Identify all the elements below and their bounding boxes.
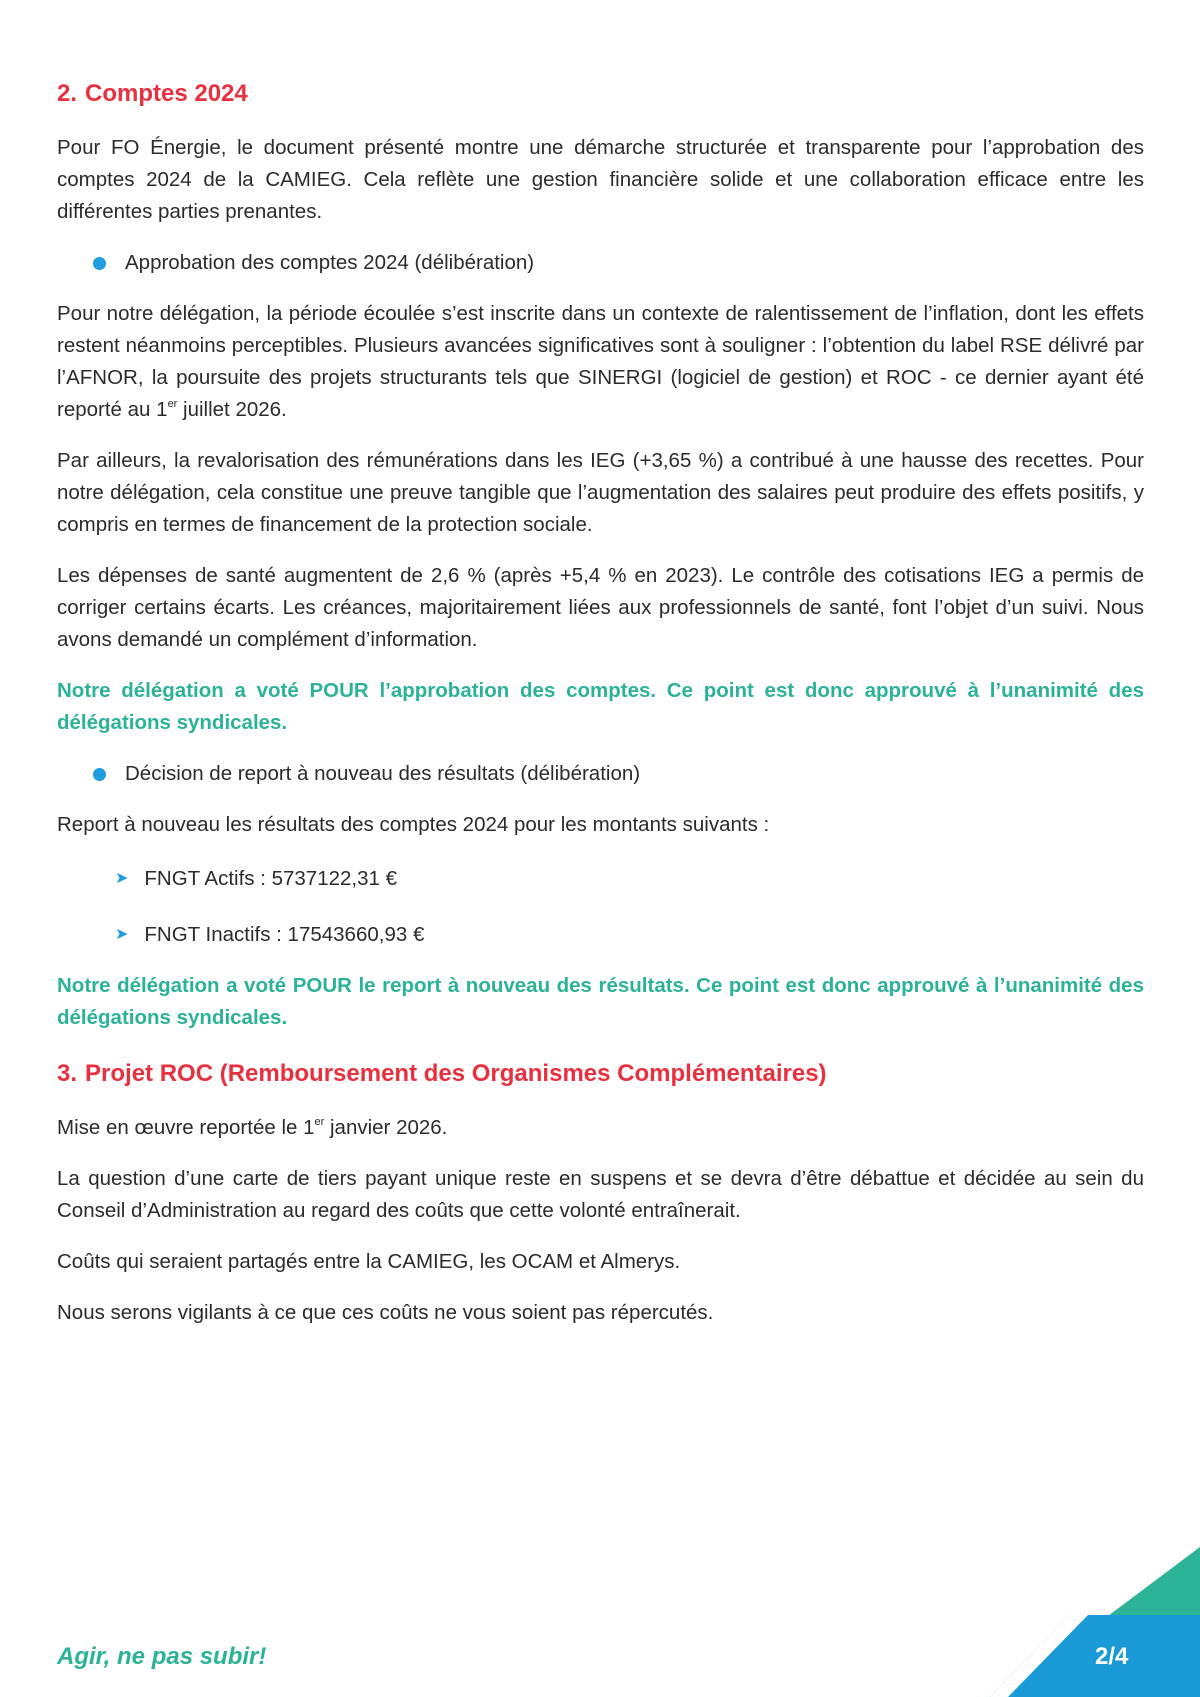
arrowhead-right-icon: ➤ (115, 926, 129, 943)
paragraph-text: Mise en œuvre reportée le 1 (57, 1116, 315, 1139)
paragraph-mise-en-oeuvre (57, 1112, 1144, 1144)
paragraph-depenses: Les dépenses de santé augmentent de 2,6 % (après +5,4 % en 2023). Le contrôle des cotisations IEG a permis de corriger certains écarts. Les créances, majoritairement liées aux professionnels de santé, font l’objet d’un suivi. Nous avons demandé un complément d’information. (57, 564, 1144, 651)
section-title: Comptes 2024 (85, 80, 248, 107)
footer-slogan: Agir, ne pas subir! (57, 1643, 267, 1670)
section-number: 3. (57, 1060, 78, 1087)
arrowhead-right-icon: ➤ (115, 870, 129, 887)
superscript: er (167, 398, 178, 410)
amount-item-inactifs (115, 919, 1144, 951)
bullet-dot-icon (93, 257, 106, 270)
bullet-label: Décision de report à nouveau des résultats (délibération) (125, 762, 641, 785)
section-heading-roc (57, 1058, 1144, 1090)
bullet-item-report (93, 758, 1144, 790)
paragraph-revalorisation: Par ailleurs, la revalorisation des rémunérations dans les IEG (+3,65 %) a contribué à une hausse des recettes. Pour notre délégation, cela constitue une preuve tangible que l’augmentation des salaires peut produire des effets positifs, y compris en termes de financement de la protection sociale. (57, 449, 1144, 536)
paragraph-contexte (57, 298, 1144, 426)
amount-item-actifs (115, 863, 1144, 895)
footer-corner-shape (990, 1547, 1200, 1697)
paragraph-couts: Coûts qui seraient partagés entre la CAMIEG, les OCAM et Almerys. (57, 1250, 681, 1273)
paragraph-carte-tiers-payant: La question d’une carte de tiers payant unique reste en suspens et se devra d’être débattue et décidée au sein du Conseil d’Administration au regard des coûts que cette volonté entraînerait. (57, 1167, 1144, 1222)
paragraph-text: juillet 2026. (177, 398, 287, 421)
bullet-label: Approbation des comptes 2024 (délibération) (125, 251, 535, 274)
vote-statement-comptes: Notre délégation a voté POUR l’approbation des comptes. Ce point est donc approuvé à l’unanimité des délégations syndicales. (57, 679, 1144, 734)
section-title: Projet ROC (Remboursement des Organismes Complémentaires) (85, 1060, 827, 1087)
paragraph-vigilance: Nous serons vigilants à ce que ces coûts ne vous soient pas répercutés. (57, 1301, 714, 1324)
page-number: 2/4 (1095, 1643, 1129, 1670)
section-heading-comptes (57, 78, 1144, 110)
section-number: 2. (57, 80, 78, 107)
paragraph-report-intro: Report à nouveau les résultats des comptes 2024 pour les montants suivants : (57, 813, 770, 836)
bullet-item-approbation (93, 247, 1144, 279)
vote-statement-report: Notre délégation a voté POUR le report à nouveau des résultats. Ce point est donc approuvé à l’unanimité des délégations syndicales. (57, 974, 1144, 1029)
superscript: er (314, 1116, 325, 1128)
amount-text: FNGT Inactifs : 17543660,93 € (144, 923, 425, 946)
amount-text: FNGT Actifs : 5737122,31 € (144, 867, 398, 890)
paragraph-text: janvier 2026. (324, 1116, 448, 1139)
paragraph-text: Pour notre délégation, la période écoulée s’est inscrite dans un contexte de ralentissement de l’inflation, dont les effets restent néanmoins perceptibles. Plusieurs avancées significatives sont à souligner : l’obtention du label RSE délivré par l’AFNOR, la poursuite des projets structurants tels que SINERGI (logiciel de gestion) et ROC - ce dernier ayant été reporté au 1 (57, 302, 1144, 421)
intro-paragraph: Pour FO Énergie, le document présenté montre une démarche structurée et transparente pour l’approbation des comptes 2024 de la CAMIEG. Cela reflète une gestion financière solide et une collaboration efficace entre les différentes parties prenantes. (57, 136, 1144, 223)
bullet-dot-icon (93, 768, 106, 781)
document-body (57, 78, 1144, 1348)
